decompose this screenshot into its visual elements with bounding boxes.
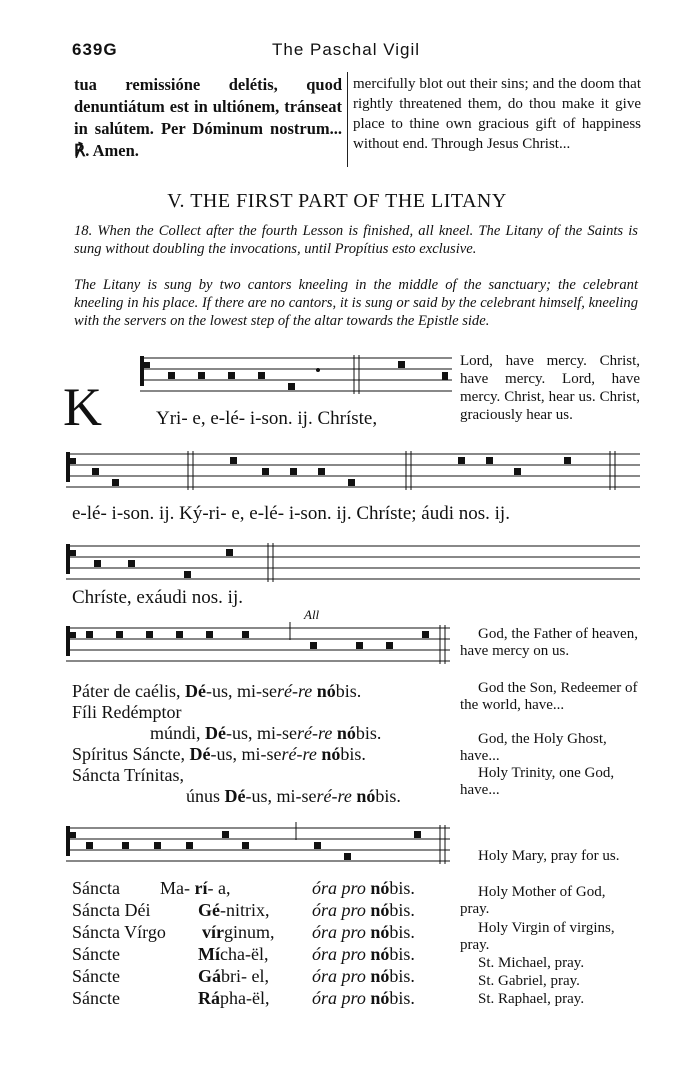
invocation-text: múndi, (150, 723, 206, 743)
kyrie-lyric-2: e-lé- i-son. ij. Ký-ri- e, e-lé- i-son. ij. Chríste; áudi nos. ij. (72, 503, 510, 524)
invocation-text: bis. (375, 786, 401, 806)
saint-syllable: cha-ël, (220, 944, 269, 964)
response-italic: óra (312, 922, 338, 942)
invocation-row (186, 786, 401, 807)
invocation-text: -us, mi-se (245, 786, 317, 806)
invocation-text: bis. (355, 723, 382, 743)
response (312, 966, 415, 987)
invocation-text: únus (186, 786, 225, 806)
kyrie-translation: Lord, have mercy. Christ, have mercy. Lord, have mercy. Christ, hear us. Christ, graciously hear us. (460, 353, 640, 423)
response-text: bis. (389, 900, 415, 920)
invocation-accent: nó (356, 786, 376, 806)
translation-item: Holy Trinity, one God, have... (460, 765, 615, 798)
saint-row (72, 922, 275, 943)
response-italic: óra (312, 966, 338, 986)
response-italic: pro (341, 944, 366, 964)
invocation-text: -us, mi-se (205, 681, 277, 701)
invocation-text: Fíli Redémptor (72, 702, 182, 722)
column-divider (347, 72, 348, 167)
kyrie-staff-2 (66, 448, 640, 498)
saint-row (72, 988, 269, 1009)
invocation-row (72, 744, 366, 765)
translation-item: St. Raphael, pray. (478, 991, 585, 1007)
saint-syllable: pha-ël, (220, 988, 270, 1008)
collect-english: mercifully blot out their sins; and the doom that rightly threatened them, do thou make it give place to thine own gracious gift of happiness without end. Through Jesus Christ... (353, 76, 641, 152)
saint-name: Sáncta Déi (72, 900, 151, 920)
rubric-instruction-1: 18. When the Collect after the fourth Lesson is finished, all kneel. The Litany of the Saints is sung without doubling the invocations, until Propítius esto exclusive. (74, 223, 638, 257)
invocation-text: Spíritus Sáncte, (72, 744, 190, 764)
saint-syllable: ginum, (224, 922, 275, 942)
invocation-accent: Dé (224, 786, 246, 806)
invocation-row (72, 702, 182, 723)
response-italic: pro (341, 988, 366, 1008)
saint-row (72, 966, 269, 987)
invocation-accent: Dé (184, 681, 206, 701)
invocation-accent: nó (316, 681, 336, 701)
invocation-accent: nó (336, 723, 356, 743)
invocation-text: bis. (335, 681, 362, 701)
kyrie-staff-1 (140, 352, 452, 404)
saint-name: Sáncte (72, 966, 120, 986)
response-text: bis. (389, 922, 415, 942)
response-accent: nó (370, 944, 390, 964)
saint-name: Sáncta Vírgo (72, 922, 166, 942)
response-accent: nó (370, 900, 390, 920)
response-accent: nó (370, 966, 390, 986)
invocation-text: -us, mi-se (226, 723, 298, 743)
kyrie-lyric-1: Yri- e, e-lé- i-son. ij. Chríste, (156, 408, 378, 429)
collect-latin: tua remissióne delétis, quod denuntiátum est in ultiónem, tránseat in salútem. Per Dóminum nostrum... ℟. Amen. (74, 75, 342, 160)
saint-row (72, 900, 270, 921)
translation-item: Holy Mary, pray for us. (478, 848, 620, 864)
response-accent: nó (370, 988, 390, 1008)
saint-syllable: - a, (207, 878, 231, 898)
invocation-italic: ré-re (281, 744, 317, 764)
response-italic: óra (312, 900, 338, 920)
page-number: 639G (72, 40, 118, 59)
translation-item: God the Son, Redeemer of the world, have... (460, 680, 638, 713)
response-accent: nó (370, 878, 390, 898)
response-text: bis. (389, 966, 415, 986)
response (312, 922, 415, 943)
translation-item: God, the Holy Ghost, have... (460, 731, 607, 764)
translation-item: Holy Mother of God, pray. (460, 884, 606, 917)
response-italic: pro (341, 878, 366, 898)
response (312, 900, 415, 921)
saint-name: Sáncte (72, 988, 120, 1008)
invocation-row (150, 723, 381, 744)
response-italic: óra (312, 878, 338, 898)
section-title: V. THE FIRST PART OF THE LITANY (167, 190, 507, 212)
invocation-italic: ré-re (316, 786, 352, 806)
response (312, 988, 415, 1009)
saints-staff (66, 822, 450, 870)
saint-syllable: bri- el, (221, 966, 269, 986)
invocation-text: bis. (340, 744, 366, 764)
response-italic: pro (341, 900, 366, 920)
invocation-row (72, 765, 184, 786)
running-title: The Paschal Vigil (272, 40, 421, 59)
saint-accent: vír (202, 922, 224, 942)
invocation-italic: ré-re (297, 723, 333, 743)
invocation-text: Páter de caélis, (72, 681, 185, 701)
response-accent: nó (370, 922, 390, 942)
trinity-staff (66, 622, 450, 670)
response-italic: óra (312, 988, 338, 1008)
translation-item: St. Michael, pray. (478, 955, 585, 971)
invocation-row (72, 681, 361, 702)
invocation-accent: nó (321, 744, 341, 764)
kyrie-initial: K (63, 377, 102, 437)
invocation-accent: Dé (189, 744, 211, 764)
translation-item: Holy Virgin of virgins, pray. (460, 920, 615, 953)
response-text: bis. (389, 944, 415, 964)
response-italic: pro (341, 966, 366, 986)
response-italic: óra (312, 944, 338, 964)
saint-row (72, 944, 268, 965)
response-text: bis. (389, 878, 415, 898)
saint-row (72, 878, 230, 899)
kyrie-lyric-3: Chríste, exáudi nos. ij. (72, 587, 243, 608)
saint-syllable: -nitrix, (220, 900, 270, 920)
response-text: bis. (389, 988, 415, 1008)
invocation-text: Sáncta Trínitas, (72, 765, 185, 785)
saint-name: Sáncta (72, 878, 120, 898)
response (312, 944, 415, 965)
saint-accent: Rá (198, 988, 220, 1008)
saint-syllable: Ma- (160, 878, 190, 898)
all-label: All (304, 607, 320, 622)
saint-accent: Gá (198, 966, 222, 986)
invocation-text: -us, mi-se (210, 744, 282, 764)
rubric-instruction-2: The Litany is sung by two cantors kneeling in the middle of the sanctuary; the celebrant kneeling in his place. If there are no cantors, it is sung or said by the celebrant himself, kneeling with the servers on the lowest step of the altar towards the Epistle side. (74, 277, 638, 329)
response (312, 878, 415, 899)
saint-accent: rí (194, 878, 208, 898)
kyrie-staff-3 (66, 540, 640, 586)
response-italic: pro (341, 922, 366, 942)
translation-item: God, the Father of heaven, have mercy on us. (460, 626, 638, 659)
invocation-accent: Dé (205, 723, 227, 743)
translation-item: St. Gabriel, pray. (478, 973, 580, 989)
saint-accent: Gé (198, 900, 220, 920)
invocation-italic: ré-re (276, 681, 313, 701)
saint-name: Sáncte (72, 944, 120, 964)
saint-accent: Mí (198, 944, 220, 964)
